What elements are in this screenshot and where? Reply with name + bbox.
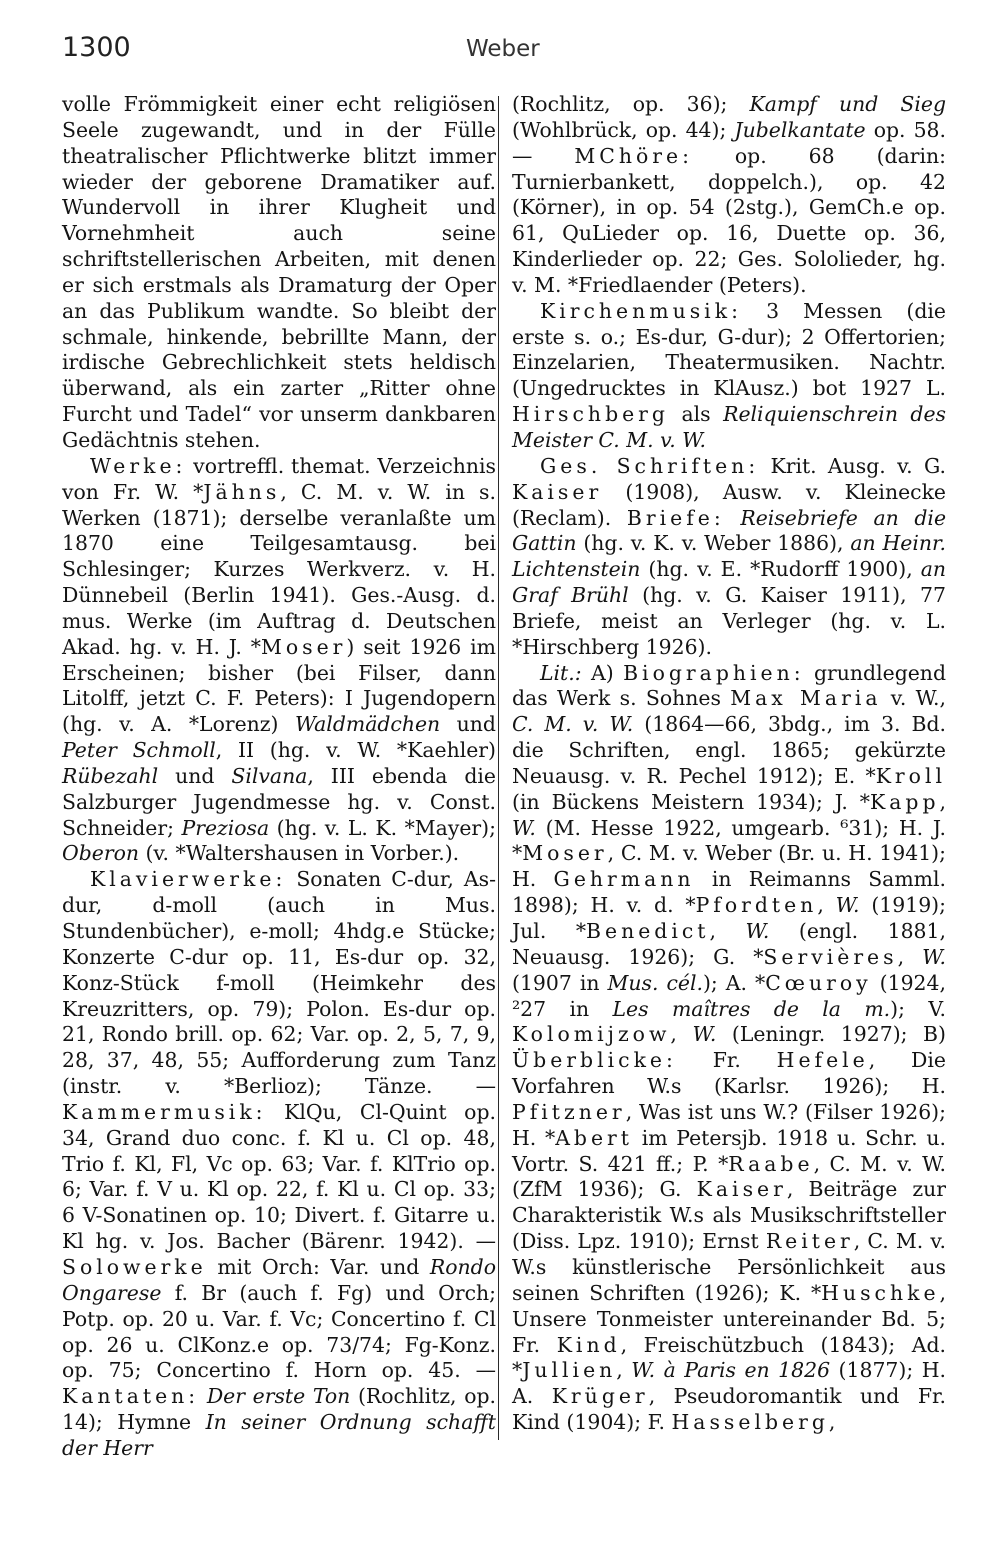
paragraph-kirchenmusik: Kirchenmusik: 3 Messen (die erste s. o.; Es-dur, G-dur); 2 Offertorien; Einzelarien, Theatermusiken. Nachtr. (Ungedrucktes in KlAusz.) bot 1927 L. Hirschberg als Reliquienschrein des Meister C. M. v. W. xyxy=(512,298,947,452)
paragraph-klavierwerke: Klavierwerke: Sonaten C-dur, As-dur, d-moll (auch in Mus. Stundenbücher), e-moll; 4hdg.e Stücke; Konzerte C-dur op. 11, Es-dur op. 32, Konz-Stück f-moll (Heimkehr des Kreuzritters, op. 79); Polon. Es-dur op. 21, Rondo brill. op. 62; Var. op. 2, 5, 7, 9, 28, 37, 48, 55; Aufforderung zum Tanz (instr. v. *Berlioz); Tänze. — Kammermusik: KlQu, Cl-Quint op. 34, Grand duo conc. f. Kl u. Cl op. 48, Trio f. Kl, Fl, Vc op. 63; Var. f. KlTrio op. 6; Var. f. V u. Kl op. 22, f. Kl u. Cl op. 33; 6 V-Sonatinen op. 10; Divert. f. Gitarre u. Kl hg. v. Jos. Bacher (Bärenr. 1942). — Solowerke mit Orch: Var. und Rondo Ongarese f. Br (auch f. Fg) und Orch; Potp. op. 20 u. Var. f. Vc; Concertino f. Cl op. 26 u. ClKonz.e op. 73/74; Fg-Konz. op. 75; Concertino f. Horn op. 45. — Kantaten: Der erste Ton (Rochlitz, op. 14); Hymne In seiner Ordnung schafft der Herr xyxy=(62,867,497,1460)
paragraph-schriften: Ges. Schriften: Krit. Ausg. v. G. Kaiser (1908), Ausw. v. Kleinecke (Reclam). Briefe: Reisebriefe an die Gattin (hg. v. K. v. Weber 1886), an Heinr. Lichtenstein (hg. v. E. *Rudorff 1900), an Graf Brühl (hg. v. G. Kaiser 1911), 77 Briefe, meist an Verleger (hg. v. L. *Hirschberg 1926). xyxy=(512,453,947,659)
section-label-lit: Lit.: xyxy=(540,660,582,685)
section-label-werke: Werke: xyxy=(90,453,187,478)
column-divider xyxy=(498,96,499,1440)
section-label-kirchenmusik: Kirchenmusik: xyxy=(540,298,742,323)
paragraph-werke: Werke: vortreffl. themat. Verzeichnis von Fr. W. *Jähns, C. M. v. W. in s. Werken (1871); derselbe veranlaßte um 1870 eine Teilgesamtausg. bei Schlesinger; Kurzes Werkverz. v. H. Dünnebeil (Berlin 1941). Ges.-Ausg. d. mus. Werke (im Auftrag d. Deutschen Akad. hg. v. H. J. *Moser) seit 1926 im Erscheinen; bisher (bei Filser, dann Litolff, jetzt C. F. Peters): I Jugendopern (hg. v. A. *Lorenz) Waldmädchen und Peter Schmoll, II (hg. v. W. *Kaehler) Rübezahl und Silvana, III ebenda die Salzburger Jugendmesse hg. v. Const. Schneider; Preziosa (hg. v. L. K. *Mayer); Oberon (v. *Waltershausen in Vorber.). xyxy=(62,453,496,866)
section-label-klavierwerke: Klavierwerke: xyxy=(90,867,287,892)
paragraph-biography: volle Frömmigkeit einer echt religiösen Seele zugewandt, und in der Fülle theatralischer Pflichtwerke blitzt immer wieder der geborene Dramatiker auf. Wundervoll in ihrer Klugheit und Vornehmheit auch seine schriftstellerischen Arbeiten, mit denen er sich erstmals als Dramaturg der Oper an das Publikum wandte. So bleibt der schmale, hinkende, bebrillte Mann, der irdische Gebrechlichkeit stets heldisch überwand, als ein zarter „Ritter ohne Furcht und Tadel“ vor unserm dankbaren Gedächtnis stehen. xyxy=(62,92,496,452)
paragraph-literatur: Lit.: A) Biographien: grundlegend das Werk s. Sohnes Max Maria v. W., C. M. v. W. (1864—66, 3bdg., im 3. Bd. die Schriften, engl. 1865; gekürzte Neuausg. v. R. Pechel 1912); E. *Kroll (in Bückens Meistern 1934); J. *Kapp, W. (M. Hesse 1922, umgearb. ⁶31); H. J. *Moser, C. M. v. Weber (Br. u. H. 1941); H. Gehrmann in Reimanns Samml. 1898); H. v. d. *Pfordten, W. (1919); Jul. *Benedict, W. (engl. 1881, Neuausg. 1926); G. *Servières, W. (1907 in Mus. cél.); A. *Cœuroy (1924, ²27 in Les maîtres de la m.); V. Kolomijzow, W. (Leningr. 1927); B) Überblicke: Fr. Hefele, Die Vorfahren W.s (Karlsr. 1926); H. Pfitzner, Was ist uns W.? (Filser 1926); H. *Abert im Petersjb. 1918 u. Schr. u. Vortr. S. 421 ff.; P. *Raabe, C. M. v. W. (ZfM 1936); G. Kaiser, Beiträge zur Charakteristik W.s als Musikschriftsteller (Diss. Lpz. 1910); Ernst Reiter, C. M. v. W.s künstlerische Persönlichkeit aus seinen Schriften (1926); K. *Huschke, Unsere Tonmeister untereinander Bd. 5; Fr. Kind, Freischützbuch (1843); Ad. *Jullien, W. à Paris en 1826 (1877); H. A. Krüger, Pseudoromantik und Fr. Kind (1904); F. Hasselberg, xyxy=(512,660,947,1435)
paragraph-kantaten-cont: (Rochlitz, op. 36); Kampf und Sieg (Wohlbrück, op. 44); Jubelkantate op. 58. — MChöre: op. 68 (darin: Turnierbankett, doppelch.), op. 42 (Körner), in op. 54 (2stg.), GemCh.e op. 61, QuLieder op. 16, Duette op. 36, Kinderlieder op. 22; Ges. Sololieder, hg. v. M. *Friedlaender (Peters). xyxy=(512,92,947,297)
section-label-schriften: Ges. Schriften: xyxy=(540,453,760,478)
left-column xyxy=(62,92,496,1462)
page-number: 1300 xyxy=(62,32,131,63)
running-head: Weber xyxy=(466,36,540,62)
right-column xyxy=(512,92,946,1436)
